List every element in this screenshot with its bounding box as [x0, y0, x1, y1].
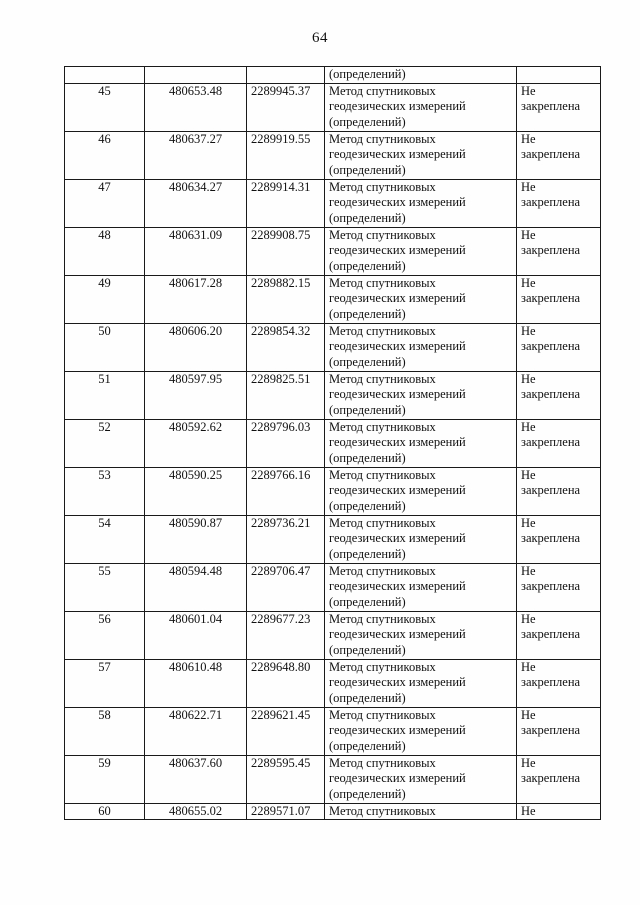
- method-line: (определений): [329, 546, 406, 561]
- method-line: (определений): [329, 354, 406, 369]
- table-row: [65, 659, 601, 707]
- method-line: Метод спутниковых: [329, 563, 436, 578]
- method-cell: [325, 659, 517, 707]
- method-cell: [325, 83, 517, 131]
- method-line: (определений): [329, 642, 406, 657]
- method-line: Метод спутниковых: [329, 467, 436, 482]
- method-line: Метод спутниковых: [329, 275, 436, 290]
- point-number-cell: 58: [65, 707, 145, 755]
- status-line: закреплена: [521, 291, 581, 305]
- status-cell: [517, 611, 601, 659]
- table-row: [65, 323, 601, 371]
- method-line: Метод спутниковых: [329, 515, 436, 530]
- table-row: [65, 755, 601, 803]
- method-cell: [325, 755, 517, 803]
- table-row: [65, 179, 601, 227]
- status-line: закреплена: [521, 147, 581, 161]
- method-line: Метод спутниковых: [329, 179, 436, 194]
- method-line: (определений): [329, 594, 406, 609]
- point-number-cell: 48: [65, 227, 145, 275]
- method-line: геодезических измерений: [329, 147, 466, 161]
- method-line: Метод спутниковых: [329, 323, 436, 338]
- method-line: Метод спутниковых: [329, 611, 436, 626]
- method-cell: [325, 419, 517, 467]
- status-line: закреплена: [521, 579, 581, 593]
- status-cell: [517, 67, 601, 84]
- status-line: Не: [521, 323, 536, 338]
- x-coordinate-cell: 480637.27: [145, 131, 247, 179]
- status-line: закреплена: [521, 675, 581, 689]
- method-line: геодезических измерений: [329, 627, 466, 641]
- method-line: (определений): [329, 450, 406, 465]
- table-row: [65, 371, 601, 419]
- status-line: закреплена: [521, 531, 581, 545]
- status-line: Не: [521, 659, 536, 674]
- method-cell: [325, 515, 517, 563]
- point-number-cell: [65, 67, 145, 84]
- table-row: [65, 515, 601, 563]
- status-cell: [517, 515, 601, 563]
- method-line: Метод спутниковых: [329, 83, 436, 98]
- status-line: Не: [521, 131, 536, 146]
- method-line: геодезических измерений: [329, 771, 466, 785]
- status-cell: [517, 371, 601, 419]
- point-number-cell: 49: [65, 275, 145, 323]
- x-coordinate-cell: 480617.28: [145, 275, 247, 323]
- status-cell: [517, 563, 601, 611]
- method-line: геодезических измерений: [329, 435, 466, 449]
- status-line: закреплена: [521, 723, 581, 737]
- table-row: [65, 275, 601, 323]
- method-line: Метод спутниковых: [329, 419, 436, 434]
- status-cell: [517, 419, 601, 467]
- point-number-cell: 52: [65, 419, 145, 467]
- method-line: (определений): [329, 210, 406, 225]
- y-coordinate-cell: 2289908.75: [247, 227, 325, 275]
- status-line: Не: [521, 179, 536, 194]
- x-coordinate-cell: 480597.95: [145, 371, 247, 419]
- method-line: геодезических измерений: [329, 99, 466, 113]
- status-cell: [517, 467, 601, 515]
- table-row: [65, 131, 601, 179]
- y-coordinate-cell: 2289595.45: [247, 755, 325, 803]
- x-coordinate-cell: 480610.48: [145, 659, 247, 707]
- x-coordinate-cell: 480592.62: [145, 419, 247, 467]
- method-cell: (определений): [325, 67, 517, 84]
- method-line: геодезических измерений: [329, 579, 466, 593]
- status-line: закреплена: [521, 99, 581, 113]
- coordinates-table: [64, 66, 601, 820]
- x-coordinate-cell: 480655.02: [145, 803, 247, 820]
- method-line: (определений): [329, 690, 406, 705]
- coordinates-table-body: [65, 67, 601, 820]
- point-number-cell: 59: [65, 755, 145, 803]
- method-cell: [325, 323, 517, 371]
- y-coordinate-cell: 2289882.15: [247, 275, 325, 323]
- page-number: 64: [312, 30, 328, 46]
- table-row: [65, 83, 601, 131]
- method-cell: [325, 611, 517, 659]
- y-coordinate-cell: 2289736.21: [247, 515, 325, 563]
- status-line: закреплена: [521, 435, 581, 449]
- y-coordinate-cell: 2289621.45: [247, 707, 325, 755]
- x-coordinate-cell: 480606.20: [145, 323, 247, 371]
- method-cell: [325, 227, 517, 275]
- status-line: Не: [521, 611, 536, 626]
- status-line: закреплена: [521, 387, 581, 401]
- status-line: Не: [521, 227, 536, 242]
- point-number-cell: 57: [65, 659, 145, 707]
- status-line: закреплена: [521, 339, 581, 353]
- y-coordinate-cell: 2289854.32: [247, 323, 325, 371]
- status-line: закреплена: [521, 483, 581, 497]
- status-cell: [517, 179, 601, 227]
- status-cell: [517, 227, 601, 275]
- method-cell: [325, 467, 517, 515]
- status-line: Не: [521, 707, 536, 722]
- status-line: закреплена: [521, 243, 581, 257]
- x-coordinate-cell: 480634.27: [145, 179, 247, 227]
- x-coordinate-cell: 480622.71: [145, 707, 247, 755]
- table-row-partial: [65, 803, 601, 820]
- method-line: (определений): [329, 258, 406, 273]
- method-line: геодезических измерений: [329, 531, 466, 545]
- point-number-cell: 56: [65, 611, 145, 659]
- method-cell: [325, 563, 517, 611]
- x-coordinate-cell: 480594.48: [145, 563, 247, 611]
- method-cell: [325, 179, 517, 227]
- table-row: [65, 419, 601, 467]
- x-coordinate-cell: [145, 67, 247, 84]
- status-cell: [517, 131, 601, 179]
- point-number-cell: 50: [65, 323, 145, 371]
- status-line: закреплена: [521, 627, 581, 641]
- point-number-cell: 54: [65, 515, 145, 563]
- method-line: (определений): [329, 114, 406, 129]
- method-line: Метод спутниковых: [329, 707, 436, 722]
- status-cell: [517, 659, 601, 707]
- y-coordinate-cell: 2289914.31: [247, 179, 325, 227]
- method-line: Метод спутниковых: [329, 659, 436, 674]
- method-line: геодезических измерений: [329, 483, 466, 497]
- method-line: Метод спутниковых: [329, 227, 436, 242]
- method-cell: [325, 275, 517, 323]
- status-cell: [517, 275, 601, 323]
- method-cell: [325, 707, 517, 755]
- method-line: (определений): [329, 402, 406, 417]
- status-line: Не: [521, 83, 536, 98]
- status-line: Не: [521, 563, 536, 578]
- x-coordinate-cell: 480601.04: [145, 611, 247, 659]
- method-line: (определений): [329, 786, 406, 801]
- x-coordinate-cell: 480590.25: [145, 467, 247, 515]
- status-line: Не: [521, 755, 536, 770]
- status-line: Не: [521, 515, 536, 530]
- method-line: Метод спутниковых: [329, 131, 436, 146]
- table-row: [65, 611, 601, 659]
- method-line: геодезических измерений: [329, 243, 466, 257]
- method-cell: [325, 131, 517, 179]
- point-number-cell: 51: [65, 371, 145, 419]
- method-cell: [325, 371, 517, 419]
- y-coordinate-cell: 2289945.37: [247, 83, 325, 131]
- point-number-cell: 45: [65, 83, 145, 131]
- point-number-cell: 60: [65, 803, 145, 820]
- table-row: [65, 467, 601, 515]
- point-number-cell: 55: [65, 563, 145, 611]
- y-coordinate-cell: 2289766.16: [247, 467, 325, 515]
- method-cell: Метод спутниковых: [325, 803, 517, 820]
- status-cell: [517, 755, 601, 803]
- y-coordinate-cell: 2289706.47: [247, 563, 325, 611]
- y-coordinate-cell: 2289677.23: [247, 611, 325, 659]
- x-coordinate-cell: 480653.48: [145, 83, 247, 131]
- status-line: Не: [521, 275, 536, 290]
- point-number-cell: 53: [65, 467, 145, 515]
- method-line: Метод спутниковых: [329, 755, 436, 770]
- point-number-cell: 47: [65, 179, 145, 227]
- table-row: [65, 707, 601, 755]
- method-line: геодезических измерений: [329, 675, 466, 689]
- x-coordinate-cell: 480637.60: [145, 755, 247, 803]
- method-line: (определений): [329, 498, 406, 513]
- method-line: геодезических измерений: [329, 387, 466, 401]
- y-coordinate-cell: 2289648.80: [247, 659, 325, 707]
- table-row: [65, 563, 601, 611]
- status-cell: [517, 83, 601, 131]
- status-line: Не: [521, 467, 536, 482]
- status-line: Не: [521, 371, 536, 386]
- method-line: (определений): [329, 306, 406, 321]
- status-cell: [517, 323, 601, 371]
- status-cell: [517, 707, 601, 755]
- status-cell: Не: [517, 803, 601, 820]
- y-coordinate-cell: [247, 67, 325, 84]
- continued-row: [65, 67, 601, 84]
- method-line: (определений): [329, 738, 406, 753]
- x-coordinate-cell: 480590.87: [145, 515, 247, 563]
- method-line: (определений): [329, 162, 406, 177]
- method-line: геодезических измерений: [329, 723, 466, 737]
- status-line: Не: [521, 419, 536, 434]
- status-line: закреплена: [521, 771, 581, 785]
- method-line: Метод спутниковых: [329, 371, 436, 386]
- table-row: [65, 227, 601, 275]
- method-line: геодезических измерений: [329, 195, 466, 209]
- method-line: геодезических измерений: [329, 339, 466, 353]
- point-number-cell: 46: [65, 131, 145, 179]
- y-coordinate-cell: 2289919.55: [247, 131, 325, 179]
- status-line: закреплена: [521, 195, 581, 209]
- method-line: геодезических измерений: [329, 291, 466, 305]
- y-coordinate-cell: 2289825.51: [247, 371, 325, 419]
- y-coordinate-cell: 2289796.03: [247, 419, 325, 467]
- y-coordinate-cell: 2289571.07: [247, 803, 325, 820]
- x-coordinate-cell: 480631.09: [145, 227, 247, 275]
